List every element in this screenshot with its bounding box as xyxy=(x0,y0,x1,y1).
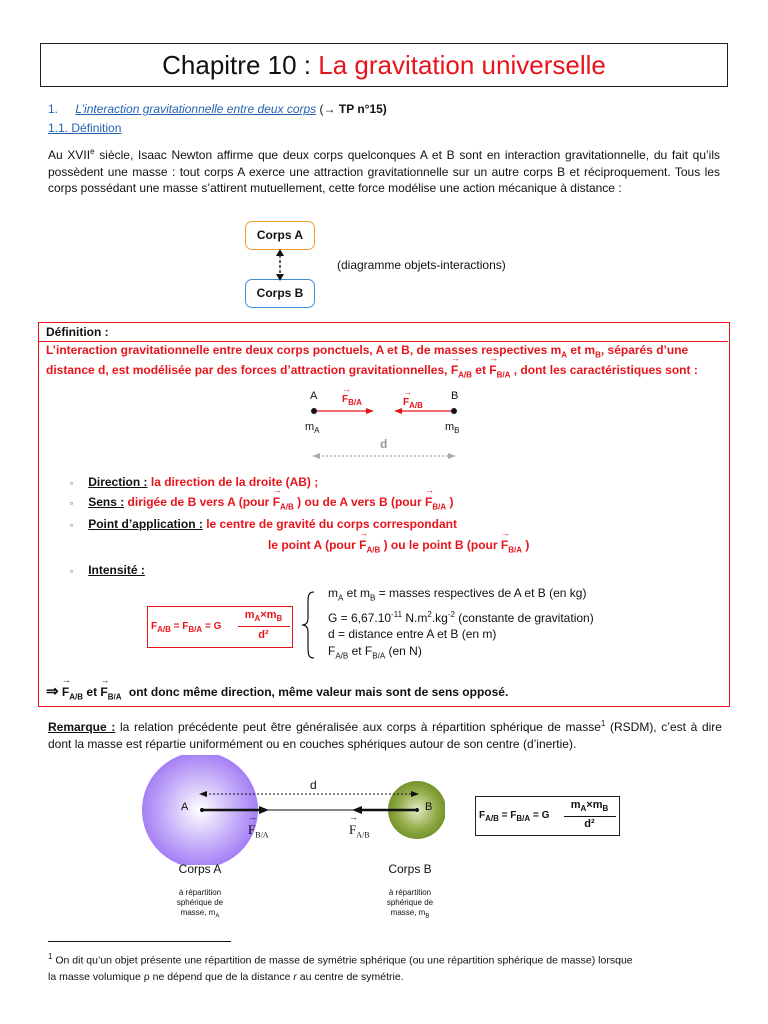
l2-sup3: -2 xyxy=(447,609,455,619)
remark-sup: 1 xyxy=(600,719,606,728)
corps-b-caption: Corps B xyxy=(388,862,432,876)
doi-interaction-arrow xyxy=(270,249,290,281)
fig1-force-ab-f: F xyxy=(403,397,410,408)
sens-vector-f2 xyxy=(425,495,432,509)
footnote xyxy=(48,949,728,985)
point-f2: F xyxy=(500,538,509,552)
l1-b: et m xyxy=(343,586,371,600)
l2-b: N.m xyxy=(402,610,428,625)
l1-a-sub: A xyxy=(338,593,344,603)
sens-text1: dirigée de B vers A (pour xyxy=(127,495,270,509)
desc-b3-line xyxy=(360,908,460,922)
fig1-mass-b xyxy=(445,421,460,435)
fig2-force-ab-label xyxy=(349,822,370,840)
fig2-distance: d xyxy=(310,778,317,792)
formula2-num-a-sub: A xyxy=(580,804,587,814)
intro-sup: e xyxy=(90,147,95,156)
desc-a3-line xyxy=(150,908,250,922)
fraction-bar xyxy=(238,626,290,627)
point-label: Point d’application : xyxy=(88,517,203,531)
l2-a: G = 6,67.10 xyxy=(328,610,392,625)
fig1-mass-a xyxy=(305,421,320,435)
formula-legend xyxy=(328,585,594,665)
section-1-link[interactable]: L’interaction gravitationnelle entre deux corps xyxy=(75,102,317,116)
center-a-dot xyxy=(200,808,204,812)
sens-text3: ) xyxy=(449,495,454,509)
fraction-bar-2 xyxy=(564,816,616,817)
formula2-lhs-sub: A/B xyxy=(485,814,499,823)
def-f1: F xyxy=(450,363,459,377)
implies-arrow-icon: ⇒ xyxy=(46,683,59,700)
chapter-title-box xyxy=(40,43,728,87)
vector-f-ba xyxy=(489,363,496,377)
formula2-numerator xyxy=(562,799,617,813)
def-s1: A/B xyxy=(458,370,472,380)
desc-b-sub: B xyxy=(425,913,430,920)
def-s2: B/A xyxy=(496,370,511,380)
formula-lhs xyxy=(151,621,221,634)
intensity-item xyxy=(70,563,145,577)
fig1-force-ba-label xyxy=(342,394,362,407)
point-line2 xyxy=(268,538,529,554)
def-text2: distance d, est modélisée par des forces d’attraction gravitationnelles, xyxy=(46,363,448,377)
formula2-denominator: d² xyxy=(584,818,595,830)
def-text1-d: , séparés d’une xyxy=(600,343,689,357)
fig1-label-b: B xyxy=(451,390,459,402)
tp-reference: TP n°15) xyxy=(338,102,387,116)
l2-sup2: 2 xyxy=(427,609,432,619)
legend-line-1 xyxy=(328,585,594,607)
formula-rhs-sub: B/A xyxy=(188,625,203,634)
doi-caption: (diagramme objets-interactions) xyxy=(337,258,506,272)
def-text2-end: , dont les caractéristiques sont : xyxy=(513,363,698,377)
fig2-label-a: A xyxy=(181,801,189,813)
point-f1: F xyxy=(359,538,367,552)
conclusion-s2: B/A xyxy=(107,692,122,702)
sens-item xyxy=(70,495,453,511)
doi-node-b: Corps B xyxy=(245,279,315,308)
fig1-label-a: A xyxy=(310,390,318,402)
l1-c: = masses respectives de A et B (en kg) xyxy=(375,586,587,600)
sens-s1: A/B xyxy=(280,502,294,512)
footnote-line-2 xyxy=(48,969,728,985)
desc-a-sub: A xyxy=(215,913,220,920)
legend-line-4 xyxy=(328,643,594,665)
formula-num-a-sub: A xyxy=(254,614,261,624)
point-b-dot xyxy=(451,408,457,414)
corps-a-caption: Corps A xyxy=(178,862,222,876)
desc-a3: masse, m xyxy=(180,908,216,917)
point-a-dot xyxy=(311,408,317,414)
remark-text1-b: (RSDM), c’est à dire dont la masse est répartie uniformément ou en couches sphériques autour de son centre (d’inertie). xyxy=(48,720,722,751)
formula-denominator: d² xyxy=(258,629,269,641)
point-vector-f2 xyxy=(501,538,508,552)
footnote-text2-b: ne dépend que de la distance xyxy=(149,970,294,983)
chapter-prefix: Chapitre 10 : xyxy=(162,50,311,80)
section-1-heading xyxy=(48,102,387,116)
point-vector-f1 xyxy=(359,538,366,552)
point-line2-c: ) xyxy=(525,538,530,552)
footnote-text2-a: la masse volumique xyxy=(48,970,144,983)
sens-text2: ) ou de A vers B (pour xyxy=(297,495,422,509)
fig1-force-ab-sub: A/B xyxy=(409,401,423,410)
footnote-text1: On dit qu’un objet présente une répartition de masse de symétrie sphérique (ou une répartition sphérique de masse) lorsque xyxy=(52,954,633,967)
l1-b-sub: B xyxy=(370,593,376,603)
definition-text-line1 xyxy=(46,343,726,359)
conclusion-vector-f2 xyxy=(100,685,107,699)
sens-s2: B/A xyxy=(432,502,447,512)
fig2-label-b: B xyxy=(425,801,433,813)
intro-rest: siècle, Isaac Newton affirme que deux corps quelconques A et B sont en interaction gravitationnelle, du fait qu’ils possèdent une masse : tout corps A exerce une attraction gravitationnelle sur un autre corps B et réciproquement. Tous les corps possédant une masse s’attirent mutuellement, cette force modélise une action mécanique à distance : xyxy=(48,148,720,195)
direction-text: la direction de la droite (AB) ; xyxy=(150,475,319,489)
distance-arrow-right xyxy=(448,453,456,459)
formula2-num-m: m xyxy=(570,799,581,811)
fig1-mass-b-sub: B xyxy=(454,426,460,436)
point-s2: B/A xyxy=(508,545,523,555)
vector-f-ab xyxy=(451,363,458,377)
desc-b3: masse, m xyxy=(390,908,426,917)
bullet-icon: ▫ xyxy=(70,567,73,576)
def-sub-b: B xyxy=(595,350,601,360)
fig1-force-ab-label xyxy=(403,397,423,410)
desc-b2: sphérique de xyxy=(386,898,434,907)
def-text1-b: et m xyxy=(567,343,596,357)
legend-line-2 xyxy=(328,607,594,627)
l4-b-sub: B/A xyxy=(372,651,386,661)
desc-a1: à répartition xyxy=(178,888,222,897)
l2-sup: -11 xyxy=(391,609,403,619)
chapter-main-title: La gravitation universelle xyxy=(318,50,606,80)
sens-f2: F xyxy=(424,495,433,509)
formula2-times: ×m xyxy=(586,799,603,811)
point-item xyxy=(70,517,457,531)
formula-eq2: = G xyxy=(204,621,222,632)
conclusion-et: et xyxy=(86,685,98,699)
fig1-distance-label: d xyxy=(380,437,388,451)
formula-num-b-sub: B xyxy=(276,614,283,624)
fig2-force-ba-sub: B/A xyxy=(255,830,269,840)
sens-f1: F xyxy=(272,495,281,509)
tp-ref-open: ( xyxy=(319,102,324,116)
fig1-mass-a-sub: A xyxy=(314,426,320,436)
desc-a2: sphérique de xyxy=(176,898,224,907)
conclusion-f1: F xyxy=(61,685,70,699)
section-1-1-heading[interactable]: 1.1. Définition xyxy=(48,121,122,135)
point-s1: A/B xyxy=(366,545,381,555)
fig1-force-ba-sub: B/A xyxy=(348,398,362,407)
formula-num-m: m xyxy=(244,609,255,621)
conclusion-vector-f1 xyxy=(62,685,69,699)
l4-b: et F xyxy=(348,643,373,658)
point-line2-b: ) ou le point B (pour xyxy=(383,538,498,552)
l1-a: m xyxy=(328,586,338,600)
direction-label: Direction : xyxy=(88,475,148,489)
formula-eq1: = F xyxy=(173,621,189,632)
sens-vector-f1 xyxy=(273,495,280,509)
corps-b-description xyxy=(360,888,460,922)
footnote-separator xyxy=(48,941,231,942)
intensity-label: Intensité : xyxy=(88,563,145,577)
doi-node-a: Corps A xyxy=(245,221,315,250)
definition-heading: Définition : xyxy=(46,325,109,339)
formula2-f: F xyxy=(479,810,486,821)
fig1-force-ba-f: F xyxy=(342,394,349,405)
remark-paragraph xyxy=(48,715,722,753)
footnote-line-1 xyxy=(48,949,728,969)
sens-label: Sens : xyxy=(88,495,125,509)
conclusion-line xyxy=(46,682,508,701)
footnote-r: r xyxy=(293,970,297,983)
conclusion-s1: A/B xyxy=(69,692,84,702)
formula-times: ×m xyxy=(260,609,277,621)
fig2-force-ab-f: F xyxy=(349,822,357,837)
formula-lhs-sub: A/B xyxy=(157,625,171,634)
center-b-dot xyxy=(415,808,419,812)
section-1-number: 1. xyxy=(48,102,59,116)
right-arrow-icon: → xyxy=(323,102,336,116)
definition-header xyxy=(39,323,728,342)
l4-a: F xyxy=(328,643,336,658)
legend-line-3: d = distance entre A et B (en m) xyxy=(328,627,497,642)
conclusion-text: ont donc même direction, même valeur mais sont de sens opposé. xyxy=(128,685,509,699)
fig2-force-ba-label xyxy=(248,822,269,840)
fig2-force-ab-sub: A/B xyxy=(356,830,370,840)
l2-d: (constante de gravitation) xyxy=(454,610,594,625)
formula2-rhs-sub: B/A xyxy=(516,814,531,823)
formula-box-2 xyxy=(475,796,620,836)
legend-brace xyxy=(300,590,316,660)
remark-text1: la relation précédente peut être généralisée aux corps à répartition sphérique de masse xyxy=(115,720,601,734)
remark-label: Remarque : xyxy=(48,720,116,734)
fig1-mass-a-m: m xyxy=(305,421,315,433)
force-ba-arrowhead xyxy=(366,408,374,414)
bullet-icon: ▫ xyxy=(70,479,73,488)
def-et: et xyxy=(475,363,486,377)
def-sub-a: A xyxy=(561,350,568,360)
force-ab-arrowhead xyxy=(394,408,402,414)
bullet-icon: ▫ xyxy=(70,499,73,508)
formula-box xyxy=(147,606,293,648)
def-f2: F xyxy=(489,363,497,377)
formula2-lhs xyxy=(479,810,549,823)
l2-c: .kg xyxy=(431,610,448,625)
corps-a-description xyxy=(150,888,250,922)
formula-f: F xyxy=(151,621,158,632)
l4-a-sub: A/B xyxy=(335,651,349,661)
def-text1: L’interaction gravitationnelle entre deux corps ponctuels, A et B, de masses respectives m xyxy=(46,343,562,357)
point-text: le centre de gravité du corps correspondant xyxy=(206,517,457,531)
formula2-eq1: = F xyxy=(501,810,517,821)
fig1-mass-b-m: m xyxy=(445,421,455,433)
l4-c: (en N) xyxy=(385,643,422,658)
point-line2-a: le point A (pour xyxy=(268,538,356,552)
footnote-sup: 1 xyxy=(48,952,53,961)
footnote-text2-c: au centre de symétrie. xyxy=(296,970,404,983)
conclusion-f2: F xyxy=(100,685,108,699)
desc-b1: à répartition xyxy=(388,888,432,897)
formula2-eq2: = G xyxy=(532,810,550,821)
formula-numerator xyxy=(236,609,291,623)
footnote-rho: ρ xyxy=(143,970,150,983)
intro-paragraph xyxy=(48,144,720,197)
bullet-icon: ▫ xyxy=(70,521,73,530)
fig2-force-ba-f: F xyxy=(248,822,256,837)
intro-start: Au XVII xyxy=(48,148,91,162)
force-ba-head xyxy=(259,806,269,814)
definition-text-line2 xyxy=(46,363,726,379)
distance-arrow-left xyxy=(312,453,320,459)
formula2-num-b-sub: B xyxy=(602,804,609,814)
